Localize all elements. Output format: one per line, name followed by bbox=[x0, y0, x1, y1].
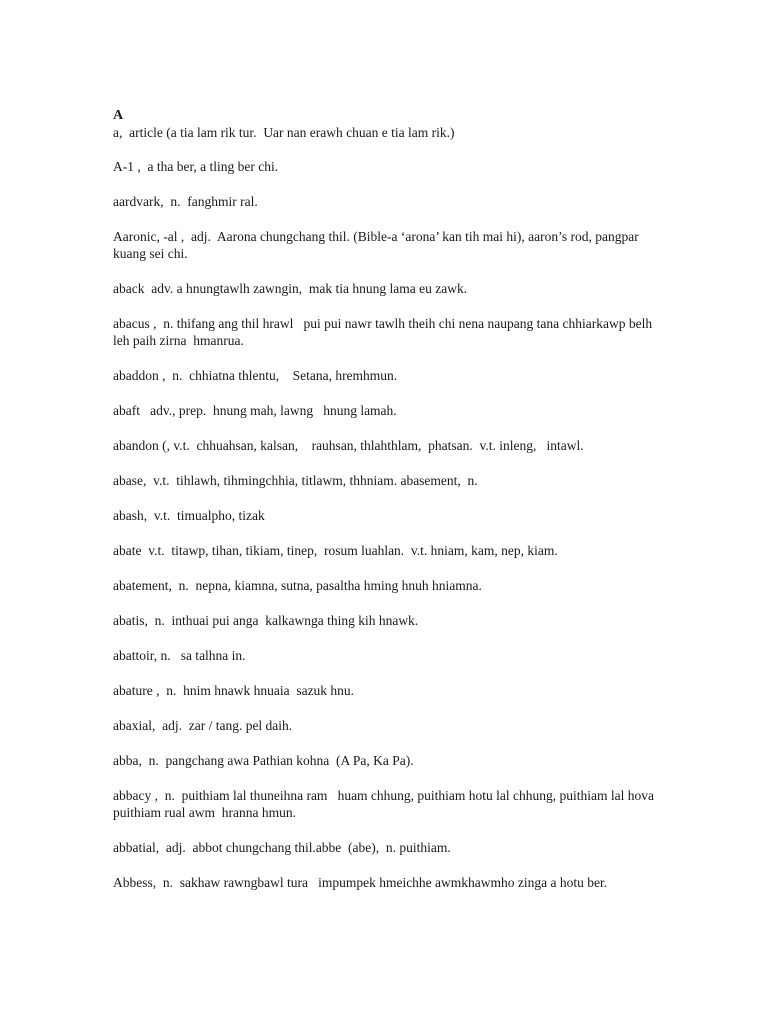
dictionary-entry: abbatial, adj. abbot chungchang thil.abbe (abe), n. puithiam. bbox=[113, 840, 451, 855]
dictionary-entry: Aaronic, -al , adj. Aarona chungchang thil. (Bible-a ‘arona’ kan tih mai hi), aaron’s rod, pangpar kuang sei chi. bbox=[113, 229, 643, 261]
dictionary-entry: abba, n. pangchang awa Pathian kohna (A Pa, Ka Pa). bbox=[113, 753, 414, 768]
dictionary-entry: abattoir, n. sa talhna in. bbox=[113, 648, 246, 663]
dictionary-entry: A-1 , a tha ber, a tling ber chi. bbox=[113, 159, 279, 174]
dictionary-entry: abaxial, adj. zar / tang. pel daih. bbox=[113, 718, 293, 733]
dictionary-entry: abaddon , n. chhiatna thlentu, Setana, hremhmun. bbox=[113, 368, 398, 383]
dictionary-entry: abbacy , n. puithiam lal thuneihna ram huam chhung, puithiam hotu lal chhung, puithiam lal hova puithiam rual awm hranna hmun. bbox=[113, 788, 658, 820]
dictionary-entry: aback adv. a hnungtawlh zawngin, mak tia hnung lama eu zawk. bbox=[113, 281, 468, 296]
dictionary-entry: abate v.t. titawp, tihan, tikiam, tinep, rosum luahlan. v.t. hniam, kam, nep, kiam. bbox=[113, 543, 558, 558]
dictionary-entry: abatement, n. nepna, kiamna, sutna, pasaltha hming hnuh hniamna. bbox=[113, 578, 482, 593]
dictionary-entry: abash, v.t. timualpho, tizak bbox=[113, 508, 265, 523]
dictionary-entry: abatis, n. inthuai pui anga kalkawnga thing kih hnawk. bbox=[113, 613, 419, 628]
dictionary-entry: abacus , n. thifang ang thil hrawl pui pui nawr tawlh theih chi nena naupang tana chhiarkawp belh leh paih zirna hmanrua. bbox=[113, 316, 656, 348]
dictionary-entry: abaft adv., prep. hnung mah, lawng hnung lamah. bbox=[113, 403, 397, 418]
dictionary-entry: a, article (a tia lam rik tur. Uar nan erawh chuan e tia lam rik.) bbox=[113, 125, 455, 140]
dictionary-entry: Abbess, n. sakhaw rawngbawl tura impumpek hmeichhe awmkhawmho zinga a hotu ber. bbox=[113, 875, 608, 890]
dictionary-entry: abature , n. hnim hnawk hnuaia sazuk hnu. bbox=[113, 683, 355, 698]
section-heading: A bbox=[113, 108, 124, 123]
dictionary-entry: aardvark, n. fanghmir ral. bbox=[113, 194, 258, 209]
dictionary-entry: abandon (, v.t. chhuahsan, kalsan, rauhsan, thlahthlam, phatsan. v.t. inleng, intawl. bbox=[113, 438, 584, 453]
dictionary-entry: abase, v.t. tihlawh, tihmingchhia, titlawm, thhniam. abasement, n. bbox=[113, 473, 478, 488]
